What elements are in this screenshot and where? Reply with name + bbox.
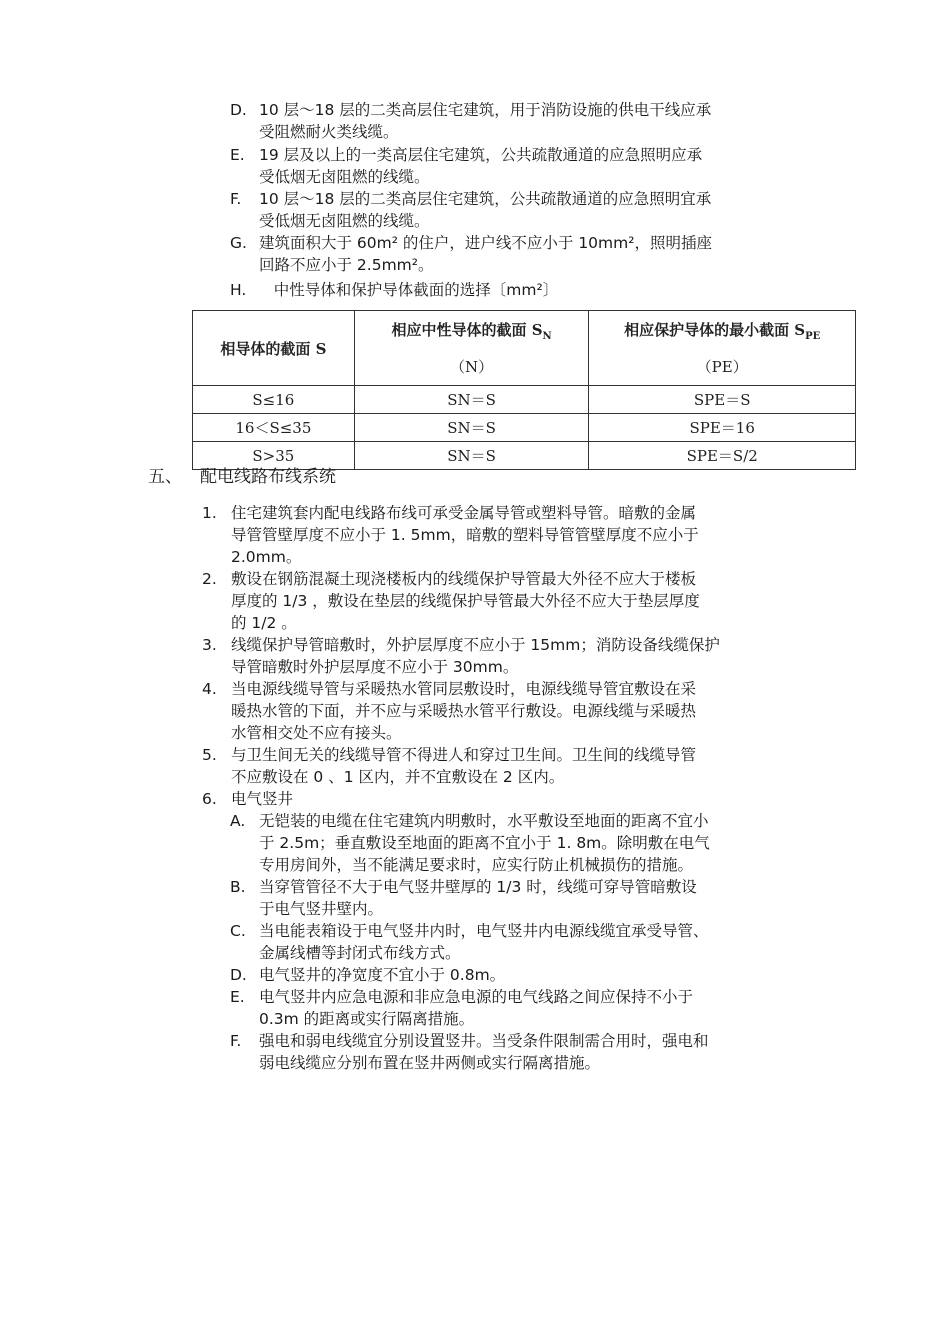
item-line: 电气竖井 [231, 790, 294, 808]
item-line: 导管暗敷时外护层厚度不应小于 30mm。 [231, 658, 519, 676]
table-cell: SPE＝16 [589, 414, 856, 442]
table-row [193, 414, 856, 442]
item-line: 建筑面积大于 60m² 的住户，进户线不应小于 10mm²，照明插座 [259, 234, 712, 252]
sub-item-f [230, 1030, 810, 1074]
item-line: 暖热水管的下面，并不应与采暖热水管平行敷设。电源线缆与采暖热 [231, 702, 697, 720]
numbered-item-1 [202, 502, 812, 568]
item-line: 敷设在钢筋混凝土现浇楼板内的线缆保护导管最大外径不应大于楼板 [231, 570, 697, 588]
item-line: 10 层～18 层的二类高层住宅建筑，用于消防设施的供电干线应承 [259, 101, 712, 119]
item-line: 当电能表箱设于电气竖井内时，电气竖井内电源线缆宜承受导管、 [259, 922, 709, 940]
item-line: 的 1/2 。 [231, 614, 297, 632]
item-line: 专用房间外，当不能满足要求时，应实行防止机械损伤的措施。 [259, 856, 694, 874]
table-cell: SN＝S [354, 442, 589, 470]
item-line: 中性导体和保护导体截面的选择〔mm²〕 [259, 281, 559, 299]
sub-item-a [230, 810, 810, 876]
item-marker: F. [230, 1032, 242, 1050]
item-line: 厚度的 1/3 ，敷设在垫层的线缆保护导管最大外径不应大于垫层厚度 [231, 592, 700, 610]
section-number: 五、 [148, 467, 182, 487]
item-marker: 1. [202, 504, 217, 522]
numbered-item-2 [202, 568, 812, 634]
sub-item-c [230, 920, 810, 964]
item-line: 当电源线缆导管与采暖热水管同层敷设时，电源线缆导管宜敷设在采 [231, 680, 697, 698]
item-marker: B. [230, 878, 246, 896]
item-marker: F. [230, 190, 242, 208]
table-cell: SN＝S [354, 414, 589, 442]
item-line: 金属线槽等封闭式布线方式。 [259, 944, 461, 962]
numbered-item-3 [202, 634, 812, 678]
item-g [230, 232, 810, 276]
table-cell: SPE＝S/2 [589, 442, 856, 470]
item-line: 于电气竖井壁内。 [259, 900, 384, 918]
item-line: 当穿管管径不大于电气竖井壁厚的 1/3 时，线缆可穿导管暗敷设 [259, 878, 697, 896]
table-row [193, 386, 856, 414]
table-cell: 16＜S≤35 [193, 414, 355, 442]
sub-item-b [230, 876, 810, 920]
item-line: 弱电线缆应分别布置在竖井两侧或实行隔离措施。 [259, 1054, 601, 1072]
item-e [230, 144, 810, 188]
table-cell: S>35 [193, 442, 355, 470]
item-line: 0.3m 的距离或实行隔离措施。 [259, 1010, 475, 1028]
section-heading [148, 466, 548, 488]
item-line: 水管相交处不应有接头。 [231, 724, 402, 742]
item-line: 电气竖井内应急电源和非应急电源的电气线路之间应保持不小于 [259, 988, 694, 1006]
item-line: 于 2.5m；垂直敷设至地面的距离不宜小于 1. 8m。除明敷在电气 [259, 834, 710, 852]
numbered-item-4 [202, 678, 812, 744]
item-line: 住宅建筑套内配电线路布线可承受金属导管或塑料导管。暗敷的金属 [231, 504, 697, 522]
item-marker: 3. [202, 636, 217, 654]
header-phase-section: 相导体的截面 S [193, 311, 355, 386]
header-pe-section: 相应保护导体的最小截面 $S_{PE}$ （PE） [589, 311, 856, 386]
item-h [230, 279, 810, 301]
item-line: 电气竖井的净宽度不宜小于 0.8m。 [259, 966, 506, 984]
item-marker: G. [230, 234, 247, 252]
table-cell: S≤16 [193, 386, 355, 414]
item-line: 受阻燃耐火类线缆。 [259, 123, 399, 141]
item-line: 受低烟无卤阻燃的线缆。 [259, 212, 430, 230]
numbered-item-6 [202, 788, 812, 810]
table-header-row [193, 311, 856, 386]
item-line: 与卫生间无关的线缆导管不得进人和穿过卫生间。卫生间的线缆导管 [231, 746, 697, 764]
item-line: 强电和弱电线缆宜分别设置竖井。当受条件限制需合用时，强电和 [259, 1032, 709, 1050]
item-line: 不应敷设在 0 、1 区内，并不宜敷设在 2 区内。 [231, 768, 565, 786]
item-marker: 5. [202, 746, 217, 764]
item-f [230, 188, 810, 232]
header-neutral-section: 相应中性导体的截面 $S_N$ （N） [354, 311, 589, 386]
item-marker: H. [230, 281, 247, 299]
item-line: 导管管壁厚度不应小于 1. 5mm，暗敷的塑料导管管壁厚度不应小于 [231, 526, 699, 544]
table-cell: SN＝S [354, 386, 589, 414]
item-marker: 4. [202, 680, 217, 698]
item-marker: D. [230, 966, 247, 984]
item-d [230, 99, 810, 143]
item-marker: A. [230, 812, 246, 830]
section-title: 配电线路布线系统 [200, 467, 336, 487]
sub-item-e [230, 986, 810, 1030]
item-line: 19 层及以上的一类高层住宅建筑，公共疏散通道的应急照明应承 [259, 146, 703, 164]
item-line: 线缆保护导管暗敷时，外护层厚度不应小于 15mm；消防设备线缆保护 [231, 636, 720, 654]
sub-item-d [230, 964, 810, 986]
item-line: 2.0mm。 [231, 548, 302, 566]
item-marker: E. [230, 146, 245, 164]
item-marker: D. [230, 101, 247, 119]
item-marker: 6. [202, 790, 217, 808]
item-marker: E. [230, 988, 245, 1006]
item-line: 受低烟无卤阻燃的线缆。 [259, 168, 430, 186]
numbered-item-5 [202, 744, 812, 788]
item-line: 回路不应小于 2.5mm²。 [259, 256, 434, 274]
item-marker: 2. [202, 570, 217, 588]
item-marker: C. [230, 922, 246, 940]
table-cell: SPE＝S [589, 386, 856, 414]
item-line: 10 层～18 层的二类高层住宅建筑，公共疏散通道的应急照明宜承 [259, 190, 712, 208]
item-line: 无铠装的电缆在住宅建筑内明敷时，水平敷设至地面的距离不宜小 [259, 812, 709, 830]
conductor-section-table [192, 310, 856, 468]
